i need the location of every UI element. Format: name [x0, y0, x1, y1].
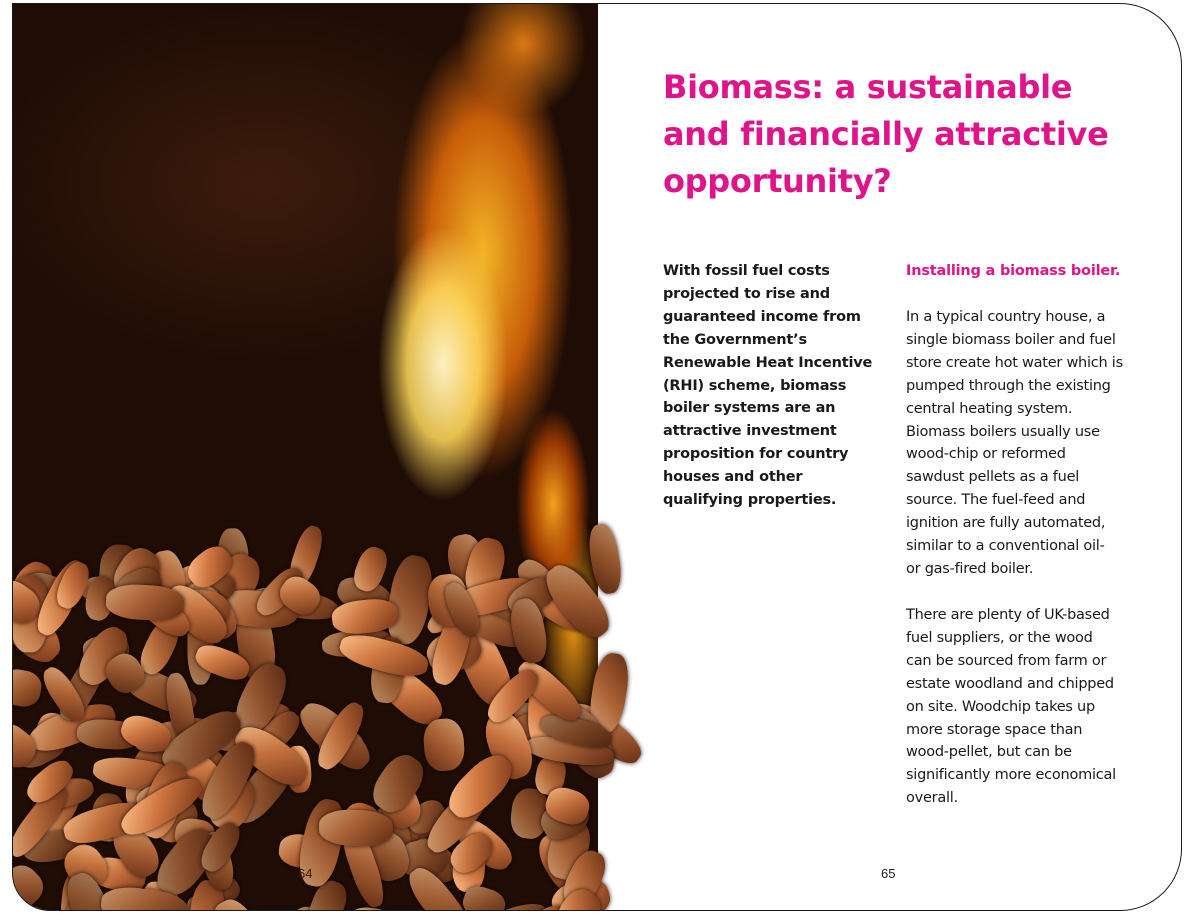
title-line: Biomass: a sustainable	[663, 68, 1073, 106]
body-line: estate woodland and chipped	[906, 675, 1114, 692]
body-line: can be sourced from farm or	[906, 652, 1107, 669]
title-line: and financially attractive	[663, 115, 1109, 153]
page-title	[663, 64, 1133, 205]
body-line: There are plenty of UK-based	[906, 607, 1110, 623]
wood-pellet	[12, 666, 43, 708]
wood-pellet	[422, 717, 465, 772]
page-number-right: 65	[881, 866, 896, 881]
intro-line: guaranteed income from	[663, 308, 861, 325]
intro-line: (RHI) scheme, biomass	[663, 377, 847, 394]
body-line: more storage space than	[906, 721, 1083, 738]
body-line: central heating system.	[906, 400, 1073, 417]
intro-line: projected to rise and	[663, 285, 830, 302]
body-line: single biomass boiler and fuel	[906, 331, 1116, 348]
body-line: source. The fuel-feed and	[906, 492, 1086, 509]
body-line: wood-chip or reformed	[906, 446, 1066, 463]
intro-line: With fossil fuel costs	[663, 263, 830, 279]
body-line: overall.	[906, 790, 958, 807]
body-line: or gas-fired boiler.	[906, 560, 1034, 577]
brochure-spread	[12, 3, 1182, 911]
page-number-left: 64	[298, 866, 313, 881]
wood-pellet	[350, 543, 392, 595]
body-line: fuel suppliers, or the wood	[906, 629, 1093, 646]
intro-line: Renewable Heat Incentive	[663, 354, 873, 371]
wood-pellet	[12, 859, 49, 911]
fire-pellets-photo	[13, 4, 598, 910]
body-line: ignition are fully automated,	[906, 515, 1106, 532]
body-line: significantly more economical	[906, 767, 1116, 784]
intro-line: attractive investment	[663, 423, 837, 440]
title-line: opportunity?	[663, 162, 892, 200]
body-line: In a typical country house, a	[906, 309, 1106, 325]
body-line: store create hot water which is	[906, 354, 1123, 371]
intro-line: the Government’s	[663, 331, 807, 348]
intro-line: proposition for country	[663, 446, 849, 463]
intro-line: boiler systems are an	[663, 400, 836, 417]
body-line: sawdust pellets as a fuel	[906, 469, 1080, 486]
wood-pellet	[586, 522, 625, 596]
body-line: similar to a conventional oil-	[906, 538, 1105, 555]
section-subheading: Installing a biomass boiler.	[906, 263, 1121, 279]
intro-paragraph	[663, 260, 888, 512]
body-line: on site. Woodchip takes up	[906, 698, 1095, 715]
body-line: wood-pellet, but can be	[906, 744, 1072, 761]
intro-line: houses and other	[663, 469, 803, 486]
body-paragraph-1	[906, 306, 1146, 581]
body-line: Biomass boilers usually use	[906, 423, 1100, 440]
wood-pellet	[105, 583, 185, 622]
body-paragraph-2	[906, 604, 1146, 810]
body-line: pumped through the existing	[906, 377, 1111, 394]
intro-line: qualifying properties.	[663, 492, 837, 509]
